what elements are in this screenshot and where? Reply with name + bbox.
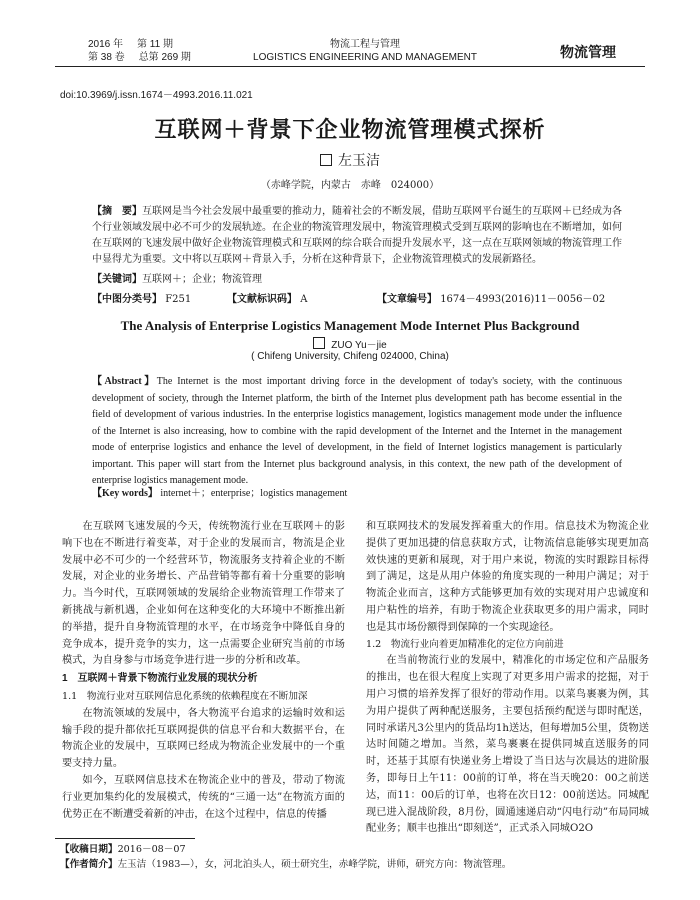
keywords-cn-text: 互联网＋；企业；物流管理 <box>142 274 262 285</box>
keywords-cn <box>92 272 622 288</box>
keywords-en-text: internet＋；enterprise；logistics management <box>160 488 348 499</box>
doc-code-label: 【文献标识码】 <box>227 294 297 305</box>
subsection-heading-1-1: 1.1 物流行业对互联网信息化系统的依赖程度在不断加深 <box>62 690 308 702</box>
journal-name-en: LOGISTICS ENGINEERING AND MANAGEMENT <box>253 52 477 63</box>
body-paragraph: 在互联网飞速发展的今天，传统物流行业在互联网＋的影响下也在不断进行着变革，对于企业的发展而言，物流是企业发展中必不可少的一个经营环节，物流服务支持着企业的不断发展，对企业的业务增长、产品营销等都有着十分重要的影响力。当今时代，互联网领域的发展给企业物流管理工作带来了新挑战与新机遇，企业如何在这种变化的大环境中不断推出新的举措，提升自身物流管理的水平，在市场竞争中降低自身的竞争成本，提升竞争的实力，这一点需要企业研究当前的市场模式，为自身参与市场竞争进行进一步的分析和改革。 <box>62 521 345 667</box>
received-label: 【收稿日期】 <box>60 844 118 855</box>
header-divider <box>55 66 645 67</box>
author-bio-label: 【作者简介】 <box>60 859 118 870</box>
doi: doi:10.3969/j.issn.1674－4993.2016.11.021 <box>60 90 253 101</box>
article-no-label: 【文章编号】 <box>377 294 437 305</box>
clc-value: F251 <box>165 294 192 305</box>
body-paragraph: 和互联网技术的发展发挥着重大的作用。信息技术为物流企业提供了更加迅捷的信息获取方式，让物流信息能够实现更加高效快速的更新和展现，对于用户来说，物流的实时跟踪目标得到了满足，这是从用户体验的角度实现的一种用户满足；对于物流企业而言，这种方式能够更加有效的实现对用户忠诚度和用户粘性的培养，有助于物流企业获取更多的用户需求，同时也是其市场份额得到保障的一个实现途径。 <box>366 521 649 633</box>
english-affiliation: ( Chifeng University, Chifeng 024000, China) <box>251 351 449 362</box>
journal-name-cn: 物流工程与管理 <box>330 39 400 50</box>
section-heading-1: 1 互联网＋背景下物流行业发展的现状分析 <box>62 673 258 685</box>
keywords-en-label: 【Key words】 <box>92 488 158 499</box>
received-date <box>60 843 186 857</box>
clc-label: 【中图分类号】 <box>92 294 162 305</box>
english-title: The Analysis of Enterprise Logistics Management Mode Internet Plus Background <box>120 318 580 333</box>
header-year: 2016 年 <box>88 39 124 50</box>
affiliation: （赤峰学院，内蒙古 赤峰 024000） <box>260 180 440 191</box>
abstract-en-label: 【Abstract】 <box>92 376 157 387</box>
body-paragraph: 如今，互联网信息技术在物流企业中的普及，带动了物流行业更加集约化的发展模式，传统的“三通一达”在物流方面的优势正在不断遭受着新的冲击，在这个过程中，信息的传播 <box>62 774 345 820</box>
body-column-left <box>62 519 345 823</box>
keywords-cn-label: 【关键词】 <box>92 274 142 285</box>
header-section: 物流管理 <box>560 44 616 60</box>
author-name: 左玉洁 <box>338 153 380 169</box>
footnote-divider <box>55 838 195 839</box>
received-value: 2016－08－07 <box>117 844 186 855</box>
header-issue: 第 11 期 <box>137 39 173 50</box>
english-author-box-icon <box>313 337 325 349</box>
body-column-right <box>366 519 649 838</box>
classification-row <box>92 290 622 305</box>
header-issue-info <box>88 38 268 64</box>
abstract-en <box>92 374 622 490</box>
abstract-cn <box>92 204 622 268</box>
author-line <box>0 150 700 170</box>
paper-title: 互联网＋背景下企业物流管理模式探析 <box>154 117 546 143</box>
doc-code-value: A <box>300 294 308 305</box>
body-paragraph: 在当前物流行业的发展中，精准化的市场定位和产品服务的推出，也在很大程度上实现了对更多用户需求的挖掘，对于用户习惯的培养发挥了很好的带动作用。以菜鸟裹裹为例，其为用户提供了两种配送服务，主要包括预约配送与即时配送，同时承诺凡3公里内的货品均1h送达，但每增加5公里，货物送达时间随之增加。当然，菜鸟裹裹在提供同城直送服务的同时，还基于其原有快递业务上增设了当日达与次晨达的进阶服务，即每日上午11：00前的订单，将在当天晚20：00之前送达，而11：00后的订单，也将在次日12：00前送达。同城配现已进入混战阶段，8月份，圆通速递启动“闪电行动”布局同城配业务；顺丰也推出“即刻送”，正式杀入同城O2O <box>366 655 649 835</box>
subsection-heading-1-2: 1.2 物流行业向着更加精准化的定位方向前进 <box>366 638 564 650</box>
header-volume: 第 38 卷 <box>88 52 125 63</box>
author-bio-text: 左玉洁（1983—），女，河北泊头人，硕士研究生，赤峰学院，讲师，研究方向：物流管理。 <box>117 859 512 870</box>
abstract-cn-text: 互联网是当今社会发展中最重要的推动力，随着社会的不断发展，借助互联网平台诞生的互联网＋已经成为各个行业领域发展中必不可少的发展轨迹。在企业的物流管理发展中，物流管理模式受到互联网的影响也在不断增加，如何在互联网的飞速发展中做好企业物流管理模式和互联网的综合联合而提升发展水平，这一点在互联网领域的物流管理工作中显得尤为重要。文中将以互联网＋背景入手，分析在这种背景下，企业物流管理模式的发展新路径。 <box>92 206 622 265</box>
english-author-line <box>0 336 700 351</box>
article-no-value: 1674－4993(2016)11－0056－02 <box>440 294 606 305</box>
header-journal <box>245 38 485 64</box>
abstract-cn-label: 【摘 要】 <box>92 206 142 217</box>
abstract-en-text: The Internet is the most important driving force in the development of today's society, with the continuous development of society, through the Internet platform, the birth of the Internet plus development path has become essential in the field of development of various industries. In the enterprise logistics management, logistics management mode under the influence of the Internet is also increasing, how to combine with the rapid development of the Internet and the Internet in the management mode of enterprise logistics and enhance the level of development, in the field of Internet logistics management is particularly important. This paper will start from the Internet plus background analysis, in this context, the new path of the development of enterprise logistics management mode. <box>92 376 622 486</box>
english-author: ZUO Yu－jie <box>331 340 387 351</box>
author-bio <box>60 858 511 872</box>
header-total: 总第 269 期 <box>138 52 191 63</box>
body-paragraph: 在物流领域的发展中，各大物流平台追求的运输时效和运输手段的提升都依托互联网提供的信息平台和大数据平台，在物流企业的发展中，互联网已经成为物流企业发展中的一个重要支持力量。 <box>62 707 345 770</box>
keywords-en <box>92 486 622 503</box>
author-box-icon <box>320 154 332 166</box>
